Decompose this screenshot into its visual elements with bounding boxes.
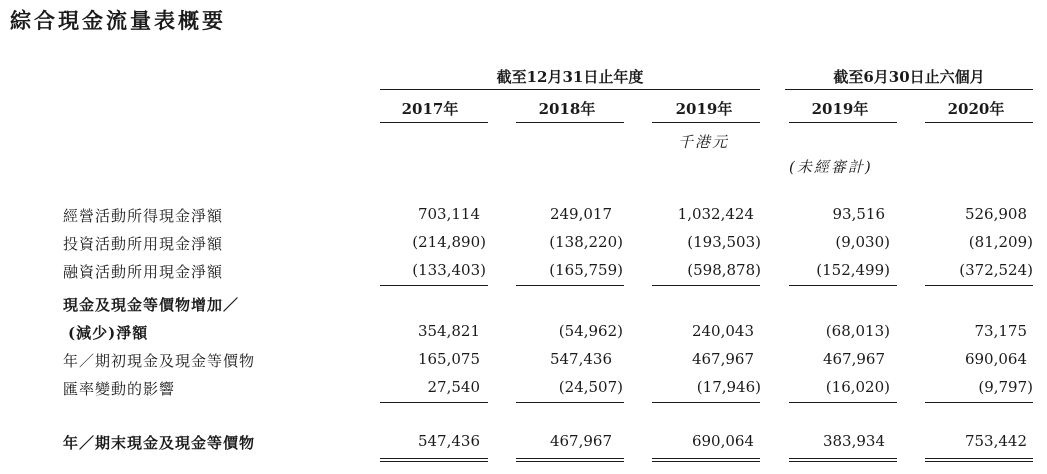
subtotal-rule <box>925 285 1033 286</box>
group-header-interim: 截至6月30日止六個月 <box>833 68 985 86</box>
year-underline-2019-annual <box>652 122 760 123</box>
cell-value: 547,436 <box>549 350 612 368</box>
cell-value: (214,890) <box>412 233 486 251</box>
total-double-rule <box>652 458 760 462</box>
cell-value: 526,908 <box>964 205 1027 223</box>
cell-value: (372,524) <box>959 261 1033 279</box>
cell-value: (54,962) <box>558 322 623 340</box>
cell-value: 240,043 <box>691 322 754 340</box>
total-double-rule <box>789 458 897 462</box>
cell-value: (598,878) <box>687 261 761 279</box>
row-label: 經營活動所得現金淨額 <box>63 207 224 225</box>
unit-note: 千港元 <box>678 133 730 151</box>
subtotal-rule <box>380 285 488 286</box>
unaudited-note: (未經審計) <box>789 158 873 176</box>
row-label: 匯率變動的影響 <box>63 380 176 398</box>
total-double-rule <box>516 458 624 462</box>
year-underline-2019-interim <box>789 122 897 123</box>
year-header-2019-annual: 2019年 <box>675 100 733 118</box>
year-underline-2018 <box>516 122 624 123</box>
cell-value: 93,516 <box>832 205 885 223</box>
subtotal-rule <box>516 285 624 286</box>
subtotal-rule <box>652 285 760 286</box>
subtotal-rule <box>925 402 1033 403</box>
subtotal-rule <box>516 402 624 403</box>
total-double-rule <box>380 458 488 462</box>
cell-value: 73,175 <box>974 322 1027 340</box>
cell-value: 467,967 <box>691 350 754 368</box>
cell-value: (9,797) <box>978 378 1033 396</box>
cell-value: (9,030) <box>835 233 890 251</box>
row-label: 年／期初現金及現金等價物 <box>63 352 256 370</box>
cell-value: 249,017 <box>549 205 612 223</box>
group-underline-annual <box>380 89 760 90</box>
cell-value: (138,220) <box>549 233 623 251</box>
year-underline-2017 <box>380 122 488 123</box>
total-value: 753,442 <box>964 432 1027 450</box>
cell-value: 165,075 <box>417 350 480 368</box>
page-title: 綜合現金流量表概要 <box>10 8 226 33</box>
cell-value: 1,032,424 <box>677 205 754 223</box>
cell-value: (152,499) <box>816 261 890 279</box>
cell-value: 703,114 <box>417 205 480 223</box>
cell-value: 354,821 <box>417 322 480 340</box>
year-header-2020: 2020年 <box>947 100 1005 118</box>
total-row-label: 年／期末現金及現金等價物 <box>63 434 256 452</box>
cell-value: (24,507) <box>558 378 623 396</box>
subtotal-rule <box>380 402 488 403</box>
subtotal-rule <box>652 402 760 403</box>
total-value: 690,064 <box>691 432 754 450</box>
year-underline-2020 <box>925 122 1033 123</box>
cell-value: (193,503) <box>687 233 761 251</box>
row-label-continuation: (減少)淨額 <box>68 324 149 342</box>
row-label: 現金及現金等價物增加／ <box>63 296 240 314</box>
total-value: 383,934 <box>822 432 885 450</box>
cell-value: (133,403) <box>412 261 486 279</box>
cell-value: 690,064 <box>964 350 1027 368</box>
year-header-2019-interim: 2019年 <box>811 100 869 118</box>
row-label: 融資活動所用現金淨額 <box>63 263 224 281</box>
subtotal-rule <box>789 402 897 403</box>
subtotal-rule <box>789 285 897 286</box>
cell-value: (16,020) <box>825 378 890 396</box>
total-value: 467,967 <box>549 432 612 450</box>
group-header-annual: 截至12月31日止年度 <box>496 68 644 86</box>
year-header-2018: 2018年 <box>538 100 596 118</box>
row-label: 投資活動所用現金淨額 <box>63 235 224 253</box>
year-header-2017: 2017年 <box>401 100 459 118</box>
total-value: 547,436 <box>417 432 480 450</box>
cell-value: 27,540 <box>427 378 480 396</box>
cell-value: (68,013) <box>825 322 890 340</box>
total-double-rule <box>925 458 1033 462</box>
cell-value: 467,967 <box>822 350 885 368</box>
cell-value: (165,759) <box>549 261 623 279</box>
cell-value: (81,209) <box>968 233 1033 251</box>
group-underline-interim <box>785 89 1033 90</box>
cell-value: (17,946) <box>696 378 761 396</box>
